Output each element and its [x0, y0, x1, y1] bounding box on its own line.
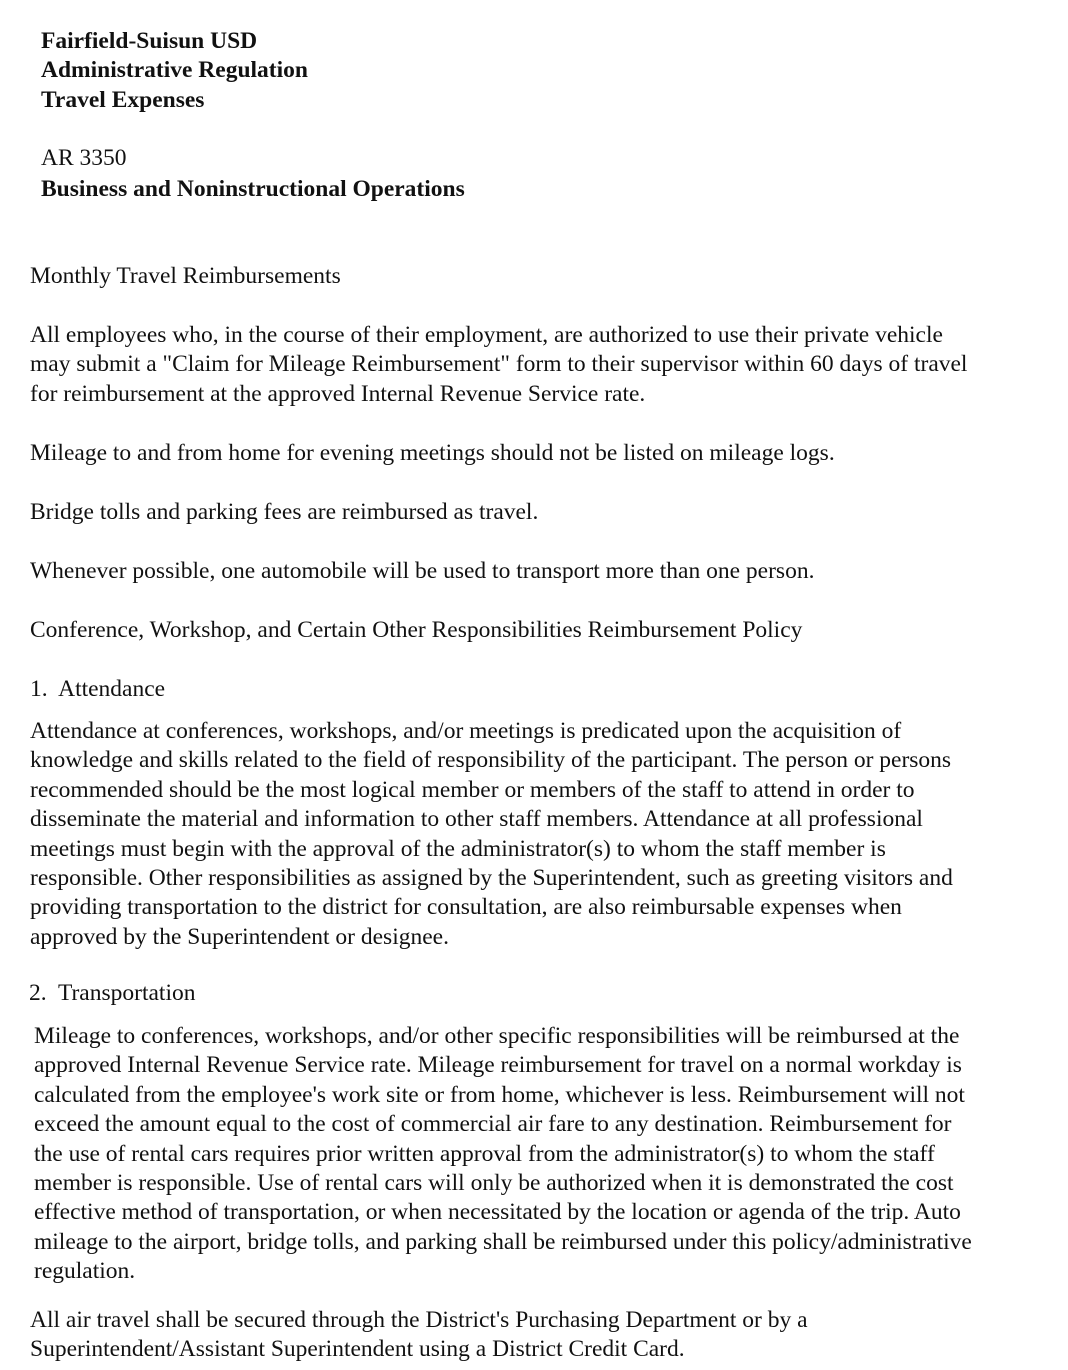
paragraph-line: approved by the Superintendent or designee. [30, 923, 449, 950]
item-number: 1. [30, 676, 48, 702]
mileage-home-paragraph: Mileage to and from home for evening meetings should not be listed on mileage logs. [30, 440, 835, 466]
item-title: Attendance [58, 676, 166, 702]
district-name: Fairfield-Suisun USD [41, 28, 258, 54]
regulation-number: AR 3350 [41, 145, 127, 171]
paragraph-line: Mileage to conferences, workshops, and/or other specific responsibilities will be reimbursed at the [34, 1023, 960, 1049]
paragraph-line: Attendance at conferences, workshops, and/or meetings is predicated upon the acquisition of [30, 718, 902, 744]
paragraph-line: All air travel shall be secured through the District's Purchasing Department or by a [30, 1307, 808, 1333]
paragraph-line: mileage to the airport, bridge tolls, and parking shall be reimbursed under this policy/administrative [34, 1228, 972, 1255]
attendance-item-heading [30, 675, 165, 704]
monthly-claim-paragraph [30, 321, 1055, 409]
conference-policy-heading: Conference, Workshop, and Certain Other Responsibilities Reimbursement Policy [30, 617, 803, 643]
monthly-heading: Monthly Travel Reimbursements [30, 263, 341, 289]
carpool-paragraph: Whenever possible, one automobile will be used to transport more than one person. [30, 558, 815, 584]
paragraph-line: member is responsible. Use of rental cars will only be authorized when it is demonstrated the cost [34, 1170, 954, 1197]
document-type: Administrative Regulation [41, 57, 308, 83]
paragraph-line: providing transportation to the district for consultation, are also reimbursable expenses when [30, 894, 902, 921]
tolls-parking-paragraph: Bridge tolls and parking fees are reimbursed as travel. [30, 499, 539, 525]
paragraph-line: Superintendent/Assistant Superintendent using a District Credit Card. [30, 1336, 685, 1363]
paragraph-line: All employees who, in the course of their employment, are authorized to use their private vehicle [30, 322, 943, 348]
paragraph-line: calculated from the employee's work site or from home, whichever is less. Reimbursement will not [34, 1081, 965, 1108]
paragraph-line: meetings must begin with the approval of the administrator(s) to whom the staff member is [30, 835, 886, 862]
paragraph-line: effective method of transportation, or when necessitated by the location or agenda of the trip. Auto [34, 1199, 961, 1226]
paragraph-line: regulation. [34, 1258, 136, 1285]
paragraph-line: responsible. Other responsibilities as assigned by the Superintendent, such as greeting visitors and [30, 865, 953, 892]
air-travel-paragraph [30, 1306, 1055, 1365]
paragraph-line: exceed the amount equal to the cost of commercial air fare to any destination. Reimbursement for [34, 1111, 952, 1138]
paragraph-line: may submit a "Claim for Mileage Reimbursement" form to their supervisor within 60 days of travel [30, 351, 968, 378]
paragraph-line: disseminate the material and information to other staff members. Attendance at all professional [30, 806, 923, 833]
paragraph-line: approved Internal Revenue Service rate. Mileage reimbursement for travel on a normal workday is [34, 1052, 962, 1079]
paragraph-line: recommended should be the most logical member or members of the staff to attend in order to [30, 776, 915, 803]
attendance-paragraph [30, 717, 1055, 952]
transportation-item-heading [29, 979, 195, 1008]
item-title: Transportation [57, 980, 196, 1006]
paragraph-line: knowledge and skills related to the field of responsibility of the participant. The person or persons [30, 747, 952, 774]
transportation-paragraph [34, 1022, 1059, 1287]
paragraph-line: the use of rental cars requires prior written approval from the administrator(s) to whom the staff [34, 1140, 935, 1167]
paragraph-line: for reimbursement at the approved Internal Revenue Service rate. [30, 380, 646, 407]
document-title: Travel Expenses [41, 87, 205, 113]
item-number: 2. [29, 980, 47, 1006]
regulation-category: Business and Noninstructional Operations [41, 176, 465, 202]
